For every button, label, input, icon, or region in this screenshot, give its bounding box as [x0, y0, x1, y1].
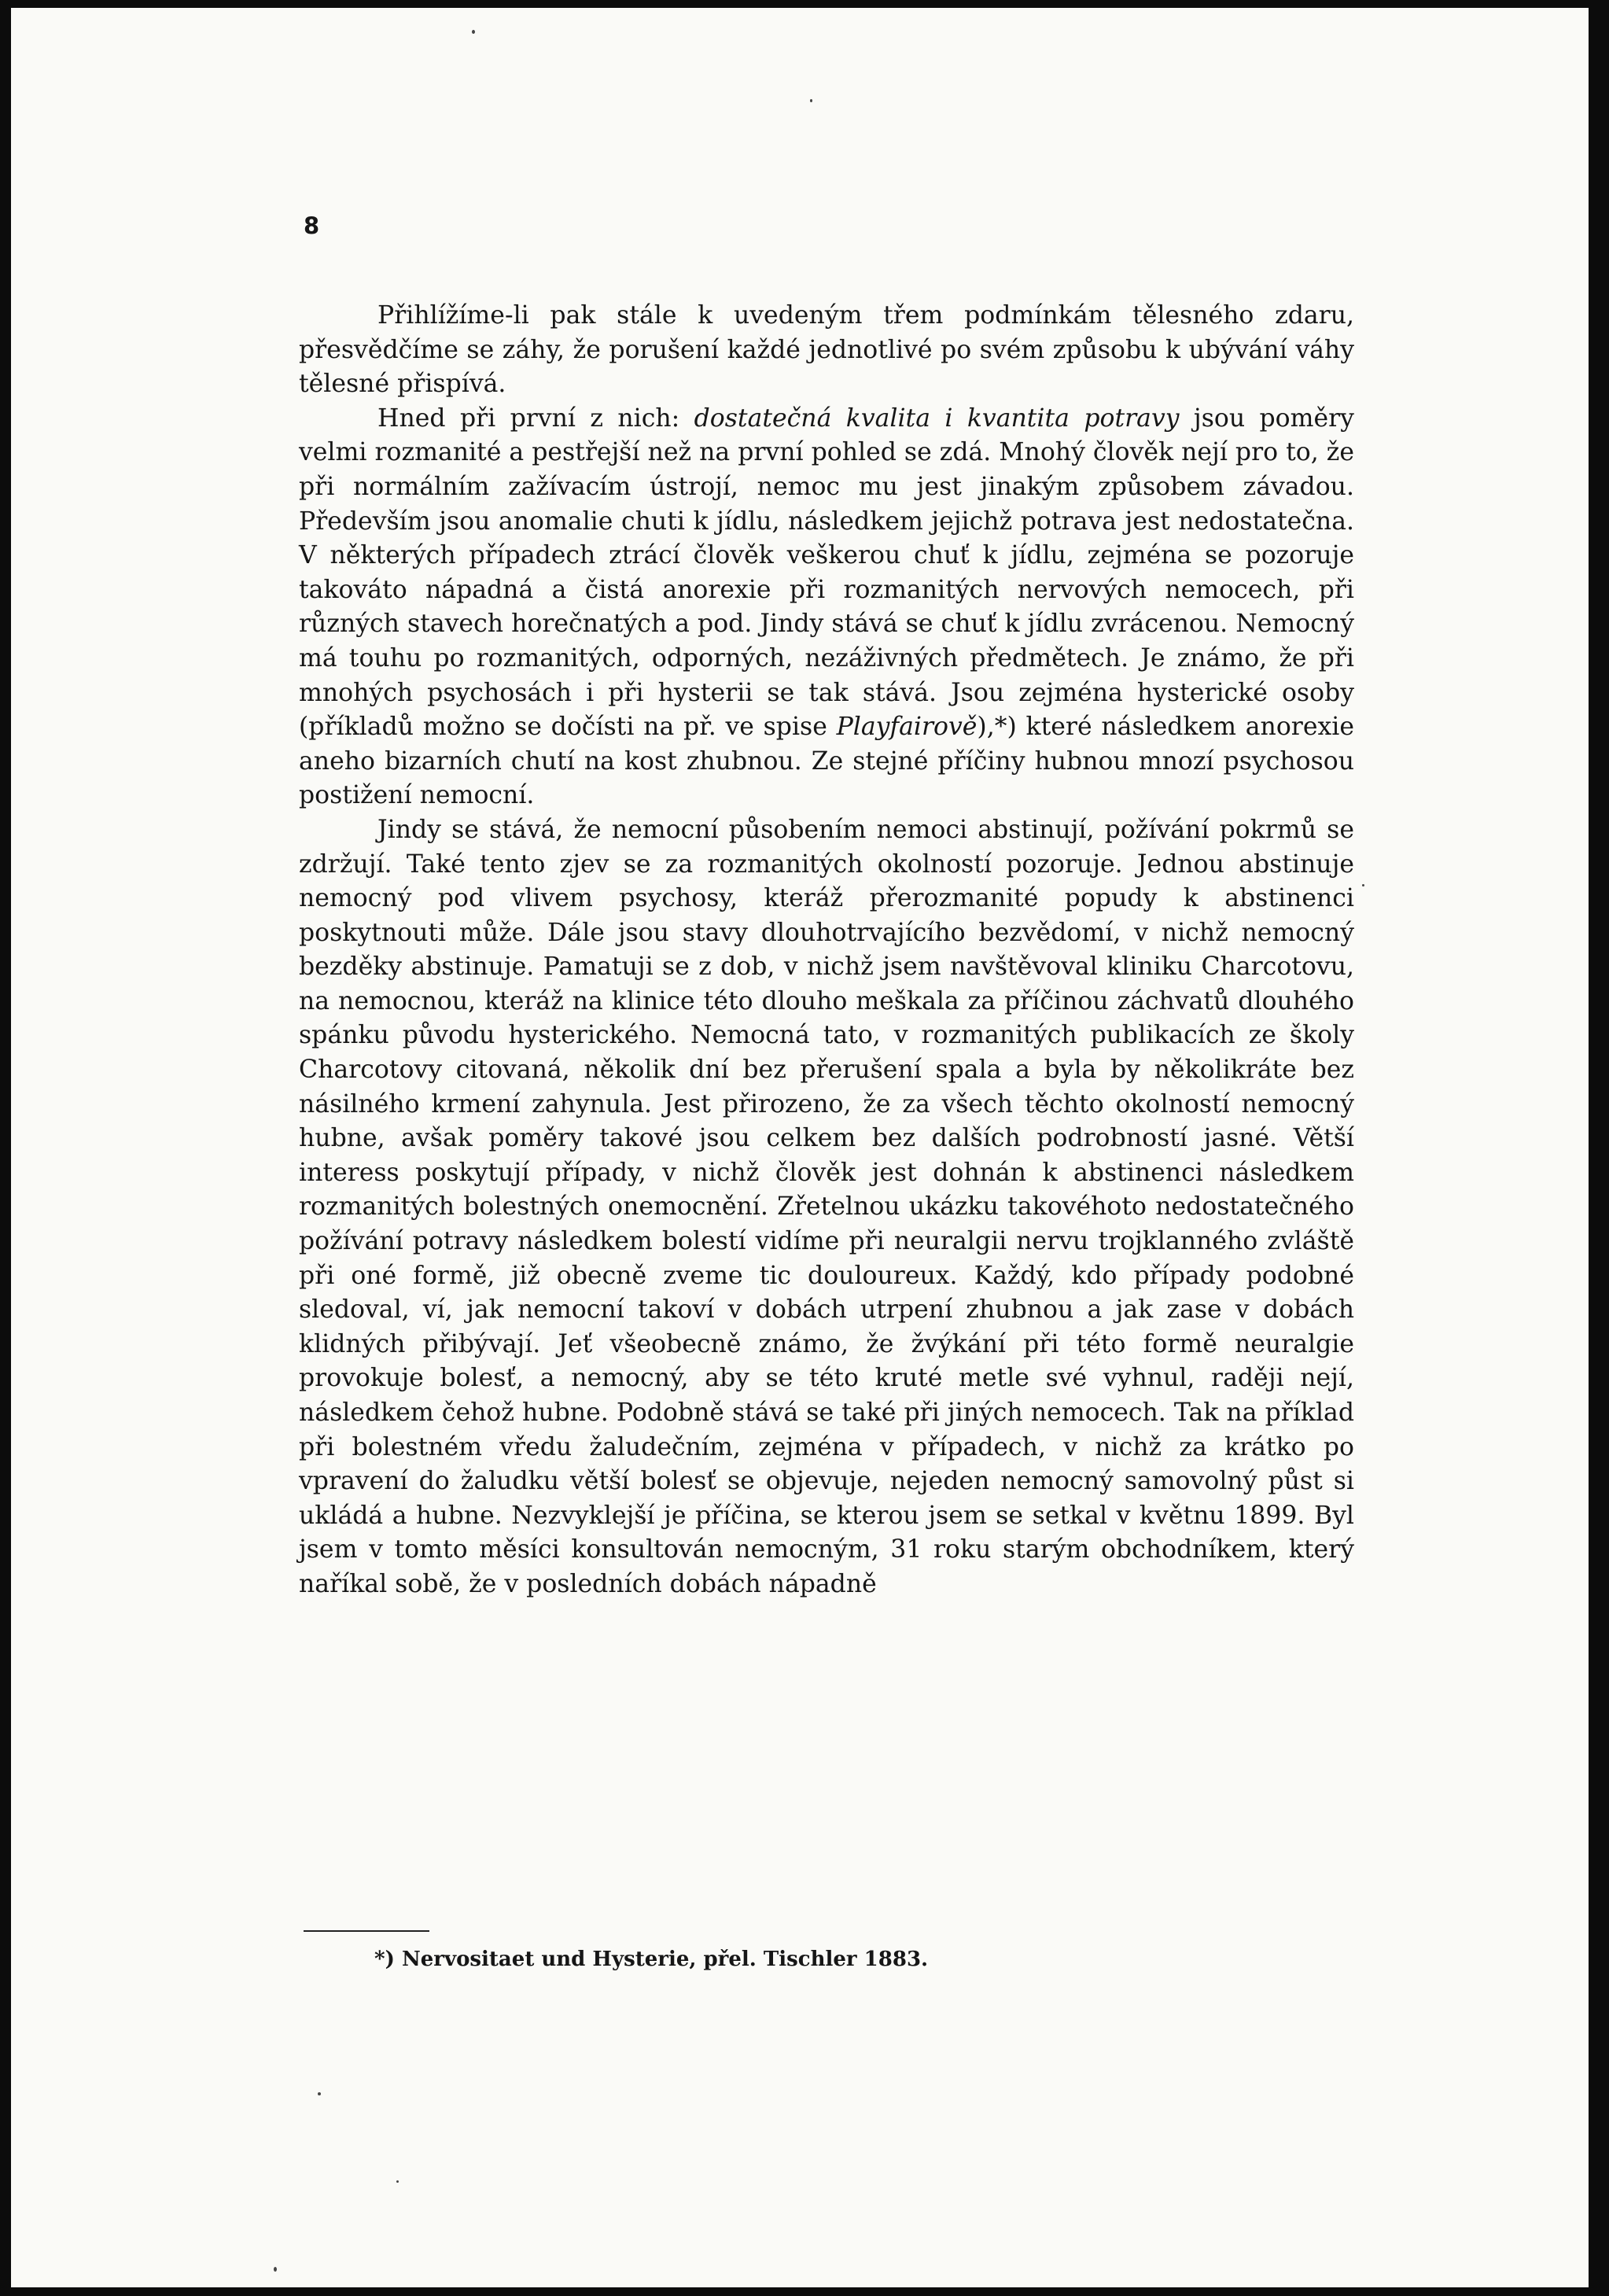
body-text [299, 299, 1354, 1602]
paragraph-2-continuation: ),*) které následkem anorexie aneho bizarních chutí na kost zhubnou. Ze stejné příčiny hubnou mnozí psychosou postižení nemocní. [299, 713, 1354, 810]
paragraph-2 [299, 402, 1354, 813]
paragraph-3-text: Jindy se stává, že nemocní působením nemoci abstinují, požívání pokrmů se zdržují. Také tento zjev se za rozmanitých okolností pozoruje. Jednou abstinuje nemocný pod vlivem psychosy, kteráž přerozmanité popudy k abstinenci poskytnouti může. Dále jsou stavy dlouhotrvajícího bezvědomí, v nichž nemocný bezděky abstinuje. Pamatuji se z dob, v nichž jsem navštěvoval kliniku Charcotovu, na nemocnou, kteráž na klinice této dlouho meškala za příčinou záchvatů dlouhého spánku původu hysterického. Nemocná tato, v rozmanitých publikacích ze školy Charcotovy citovaná, několik dní bez přerušení spala a byla by několikráte bez násilného krmení zahynula. Jest přirozeno, že za všech těchto okolností nemocný hubne, avšak poměry takové jsou celkem bez dalších podrobností jasné. Větší interess poskytují případy, v nichž člověk jest dohnán k abstinenci následkem rozmanitých bolestných onemocnění. Zřetelnou ukázku takovéhoto nedostatečného požívání potravy následkem bolestí vidíme při neuralgii nervu trojklanného zvláště při oné formě, již obecně zveme tic douloureux. Každý, kdo případy podobné sledoval, ví, jak nemocní takoví v dobách utrpení zhubnou a jak zase v dobách klidných přibývají. Jeť všeobecně známo, že žvýkání při této formě neuralgie provokuje bolesť, a nemocný, aby se této kruté metle své vyhnul, raději nejí, následkem čehož hubne. Podobně stává se také při jiných nemocech. Tak na příklad při bolestném vředu žaludečním, zejména v případech, v nichž za krátko po vpravení do žaludku větší bolesť se objevuje, nejeden nemocný samovolný půst si ukládá a hubne. Nezvyklejší je příčina, se kterou jsem se setkal v květnu 1899. Byl jsem v tomto měsíci konsultován nemocným, 31 roku starým obchodníkem, který naříkal sobě, že v posledních dobách nápadně [299, 815, 1354, 1598]
author-name-emphasis: Playfairově [836, 713, 978, 742]
scan-speck [472, 30, 475, 34]
scan-speck [810, 99, 812, 102]
page-number: 8 [304, 212, 320, 239]
footnote: *) Nervositaet und Hysterie, přel. Tischler 1883. [374, 1948, 929, 1971]
paragraph-2-text-end: jsou poměry velmi rozmanité a pestřejší než na první pohled se zdá. Mnohý člověk nejí pro to, že při normálním zažívacím ústrojí, nemoc mu jest jinakým způsobem závadou. Především jsou anomalie chuti k jídlu, následkem jejichž potrava jest nedostatečna. V některých případech ztrácí člověk veškerou chuť k jídlu, zejména se pozoruje takováto nápadná a čistá anorexie při rozmanitých nervových nemocech, při různých stavech horečnatých a pod. Jindy stává se chuť k jídlu zvrácenou. Nemocný má touhu po rozmanitých, odporných, nezáživných předmětech. Je známo, že při mnohých psychosách i při hysterii se tak stává. Jsou zejména hysterické osoby (příkladů možno se dočísti na př. ve spise [299, 404, 1354, 742]
paragraph-2-emphasis: dostatečná kvalita i kvantita potravy [694, 404, 1180, 433]
scan-speck [1362, 884, 1364, 886]
paragraph-1 [299, 299, 1354, 402]
paragraph-2-text-start: Hned při první z nich: [377, 404, 694, 433]
scan-speck [318, 2092, 321, 2095]
book-page [11, 8, 1589, 2287]
scan-speck [396, 2180, 399, 2183]
scan-speck [274, 2267, 277, 2272]
paragraph-1-text: Přihlížíme-li pak stále k uvedeným třem podmínkám tělesného zdaru, přesvědčíme se záhy, že porušení každé jednotlivé po svém způsobu k ubývání váhy tělesné přispívá. [299, 301, 1354, 399]
footnote-rule [304, 1930, 429, 1932]
paragraph-3 [299, 813, 1354, 1602]
